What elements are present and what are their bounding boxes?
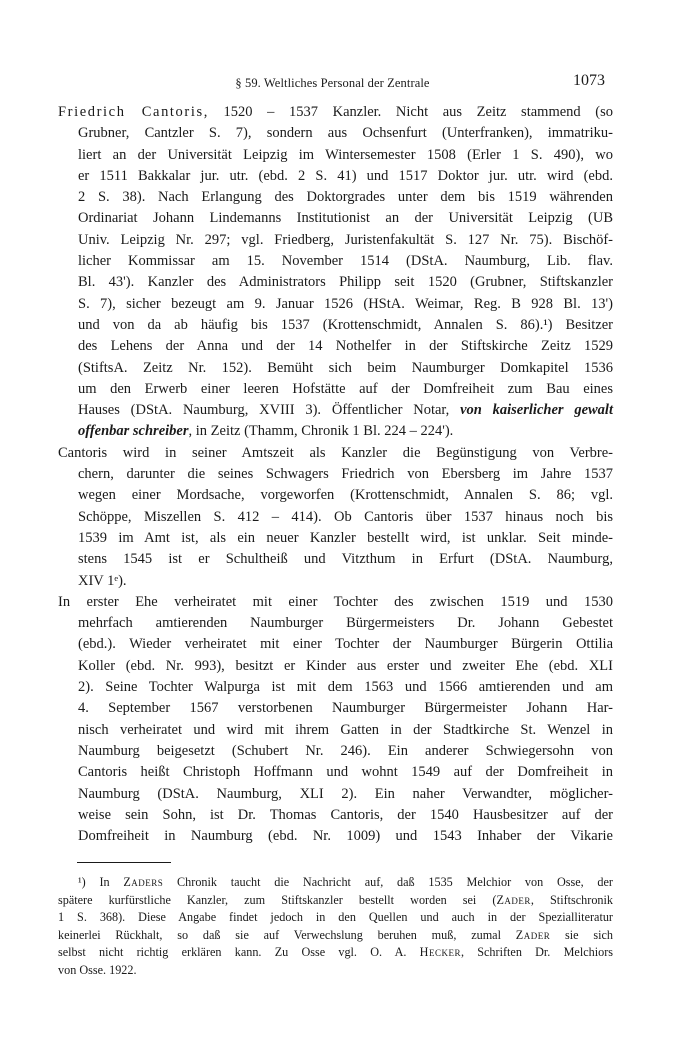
text-line: stens 1545 ist er Schultheiß und Vitzthum in Erfurt (DStA. Naumburg,: [78, 551, 613, 568]
text-line: Hauses (DStA. Naumburg, XVIII 3). Öffentlicher Notar, von kaiserlicher gewalt: [78, 402, 613, 419]
text-line: nisch verheiratet und wird mit ihrem Gatten in der Stadtkirche St. Wenzel in: [78, 721, 613, 738]
footnote-line: keinerlei Rückhalt, so daß sie auf Verwechslung beruhen muß, zumal Zader sie sich: [58, 927, 614, 942]
text-line: Cantoris heißt Christoph Hoffmann und wohnt 1549 auf der Domfreiheit in: [78, 764, 613, 781]
emphasis-text: offenbar schreiber: [78, 423, 189, 440]
text-line: 4. September 1567 verstorbenen Naumburger Bürgermeister Johann Har-: [78, 700, 613, 717]
text-line: des Lehens der Anna und der 14 Nothelfer in der Stiftskirche Zeitz 1529: [78, 338, 613, 355]
text-line: S. 7), sicher bezeugt am 9. Januar 1526 (HStA. Weimar, Reg. B 928 Bl. 13'): [78, 295, 613, 312]
text-line: XIV 1ᵉ).: [78, 572, 127, 589]
footnote-line: 1 S. 368). Diese Angabe findet jedoch in den Quellen und auch in der Spezialliteratur: [58, 910, 613, 925]
running-head: § 59. Weltliches Personal der Zentrale: [235, 76, 430, 90]
small-caps-name: Zader: [515, 927, 551, 942]
text-line: 1539 im Amt ist, als ein neuer Kanzler bestellt wird, ist unklar. Seit minde-: [78, 529, 613, 546]
text-line: (ebd.). Wieder verheiratet mit einer Tochter der Naumburger Bürgerin Ottilia: [78, 636, 613, 653]
text-line: liert an der Universität Leipzig im Wintersemester 1508 (Erler 1 S. 490), wo: [78, 146, 613, 163]
footnotes: [58, 874, 613, 980]
text-line: Domfreiheit in Naumburg (ebd. Nr. 1009) und 1543 Inhaber der Vikarie: [78, 828, 613, 845]
footnote-divider: [77, 862, 171, 863]
text-line: um den Erwerb einer leeren Hofstätte auf der Domfreiheit zum Bau eines: [78, 380, 613, 397]
text-line: Bl. 43'). Kanzler des Administrators Philipp seit 1520 (Grubner, Stiftskanzler: [78, 274, 613, 291]
small-caps-name: Hecker: [419, 945, 461, 960]
text-line: und von da ab häufig bis 1537 (Krottenschmidt, Annalen S. 86).¹) Besitzer: [78, 316, 613, 333]
main-text: [58, 102, 613, 847]
text-line: wegen einer Mordsache, vorgeworfen (Krottenschmidt, Annalen S. 86; vgl.: [78, 487, 613, 504]
small-caps-name: Zader: [496, 892, 531, 907]
text-line: 2). Seine Tochter Walpurga ist mit dem 1563 und 1566 amtierenden und am: [78, 679, 613, 696]
text-line: In erster Ehe verheiratet mit einer Tochter des zwischen 1519 und 1530: [58, 593, 613, 610]
text-line: er 1511 Bakkalar jur. utr. (ebd. 2 S. 41) und 1517 Doktor jur. utr. wird (ebd.: [78, 167, 613, 184]
text-line: mehrfach amtierenden Naumburger Bürgermeisters Dr. Johann Gebestet: [78, 615, 613, 632]
small-caps-name: Zaders: [123, 875, 164, 889]
footnote-line: selbst nicht richtig erklären kann. Zu Osse vgl. O. A. Hecker, Schriften Dr. Melchiors: [58, 945, 613, 960]
emphasis-text: von kaiserlicher gewalt: [460, 402, 613, 419]
text-line: 2 S. 38). Nach Erlangung des Doktorgrades unter dem bis 1519 währenden: [78, 189, 613, 206]
text-line: (StiftsA. Zeitz Nr. 152). Bemüht sich beim Naumburger Domkapitel 1536: [78, 359, 613, 376]
text-line: Grubner, Cantzler S. 7), sondern aus Ochsenfurt (Unterfranken), immatriku-: [78, 125, 613, 142]
footnote-line: ¹) In Zaders Chronik taucht die Nachricht auf, daß 1535 Melchior von Osse, der: [78, 875, 613, 889]
text-line: Naumburg (DStA. Naumburg, XLI 2). Ein naher Verwandter, möglicher-: [78, 785, 613, 802]
page-number: 1073: [573, 72, 605, 89]
text-line: Naumburg beigesetzt (Schubert Nr. 246). Ein anderer Schwiegersohn von: [78, 742, 613, 759]
text-line: Koller (ebd. Nr. 993), besitzt er Kinder aus erster und zweiter Ehe (ebd. XLI: [78, 657, 613, 674]
text-line: Univ. Leipzig Nr. 297; vgl. Friedberg, Juristenfakultät S. 127 Nr. 75). Bischöf-: [78, 231, 613, 248]
page-header: [60, 72, 605, 96]
text-line: weise sein Sohn, ist Dr. Thomas Cantoris, der 1540 Hausbesitzer auf der: [78, 806, 613, 823]
text-line: Cantoris wird in seiner Amtszeit als Kanzler die Begünstigung von Verbre-: [58, 444, 613, 461]
text-line: Friedrich Cantoris, 1520 – 1537 Kanzler. Nicht aus Zeitz stammend (so: [58, 104, 613, 120]
entry-name: Friedrich Cantoris,: [58, 104, 209, 120]
text-line: chern, darunter die seines Schwagers Friedrich von Ebersberg im Jahre 1537: [78, 466, 613, 483]
footnote-line: spätere kurfürstliche Kanzler, zum Stiftskanzler bestellt worden sei (Zader, Stiftschronik: [58, 892, 613, 907]
text-line: licher Kommissar am 15. November 1514 (DStA. Naumburg, Lib. flav.: [78, 253, 613, 270]
text-line: Ordinariat Johann Lindemanns Institutionist an der Universität Leipzig (UB: [78, 210, 613, 227]
text-line: Schöppe, Miszellen S. 412 – 414). Ob Cantoris über 1537 hinaus noch bis: [78, 508, 613, 525]
text-line: offenbar schreiber, in Zeitz (Thamm, Chronik 1 Bl. 224 – 224').: [78, 423, 454, 440]
footnote-line: von Osse. 1922.: [58, 962, 137, 977]
